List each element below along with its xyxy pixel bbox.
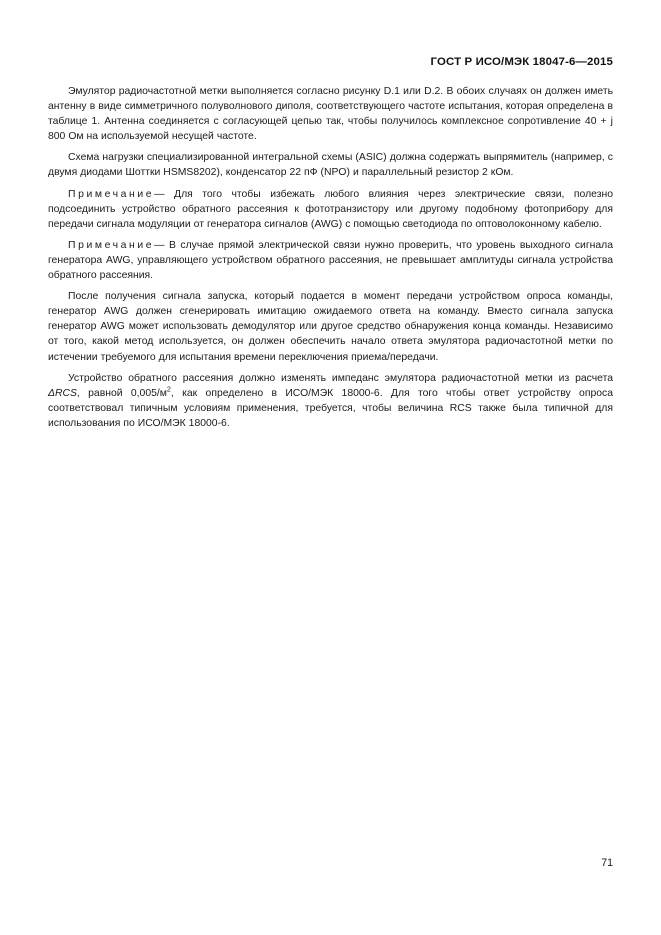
square-meters-exponent: 2 <box>166 384 171 394</box>
paragraph-1 <box>48 84 613 144</box>
body-text-column <box>48 84 613 431</box>
note-paragraph-1 <box>48 187 613 232</box>
paragraph-6-text-before: Устройство обратного рассеяния должно изменять импеданс эмулятора радиочастотной метки из расчета <box>68 372 613 384</box>
paragraph-2 <box>48 150 613 180</box>
paragraph-6 <box>48 371 613 431</box>
delta-rcs-symbol: ΔRCS <box>48 387 77 399</box>
paragraph-5 <box>48 289 613 364</box>
note-dash-1: — <box>154 188 165 200</box>
paragraph-2-text: Схема нагрузки специализированной интегральной схемы (ASIC) должна содержать выпрямитель (например, с двумя диодами Шоттки HSMS8202), конденсатор 22 пФ (NPO) и параллельный резистор 2 кОм. <box>48 152 613 179</box>
paragraph-5-text: После получения сигнала запуска, который подается в момент передачи устройством опроса команды, генератор AWG должен сгенерировать имитацию ожидаемого ответа на команду. Вместо сигнала запуска генератор AWG может использовать демодулятор или другое средство обнаружения конца команды. Независимо от того, какой метод используется, он должен обеспечить начало ответа эмулятора радиочастотной метки по истечении требуемого для испытания времени переключения приема/передачи. <box>48 291 613 363</box>
paragraph-6-text-after: , как определено в ИСО/МЭК 18000-6. Для того чтобы ответ устройству опроса соответствовал типичным условиям применения, требуется, чтобы величина RCS также была типичной для использования по ИСО/МЭК 18000-6. <box>48 387 613 429</box>
paragraph-6-text-mid: , равной 0,005/м <box>76 387 167 399</box>
note-text-2: В случае прямой электрической связи нужно проверить, что уровень выходного сигнала генератора AWG, управляющего устройством обратного рассеяния, не превышает амплитуды сигнала устройства обратного рассеяния. <box>48 239 613 282</box>
paragraph-1-text: Эмулятор радиочастотной метки выполняется согласно рисунку D.1 или D.2. В обоих случаях он должен иметь антенну в виде симметричного полуволнового диполя, соответствующего частоте испытания, которая определена в таблице 1. Антенна соединяется с согласующей цепью так, чтобы получилось комплексное сопротивление 40 + j 800 Ом на используемой несущей частоте. <box>48 86 613 143</box>
running-header: ГОСТ Р ИСО/МЭК 18047-6—2015 <box>430 56 613 68</box>
note-label-2: Примечание <box>68 239 155 251</box>
note-paragraph-2 <box>48 238 613 283</box>
page-number: 71 <box>601 857 613 869</box>
note-label-1: Примечание <box>68 188 155 200</box>
note-dash-2: — <box>154 239 165 251</box>
note-text-1: Для того чтобы избежать любого влияния через электрические связи, полезно подсоединить устройство обратного рассеяния к фототранзистору или другому подобному фотоприбору для передачи сигнала модуляции от генератора сигналов (AWG) с помощью светодиода по оптоволоконному кабелю. <box>48 188 613 230</box>
